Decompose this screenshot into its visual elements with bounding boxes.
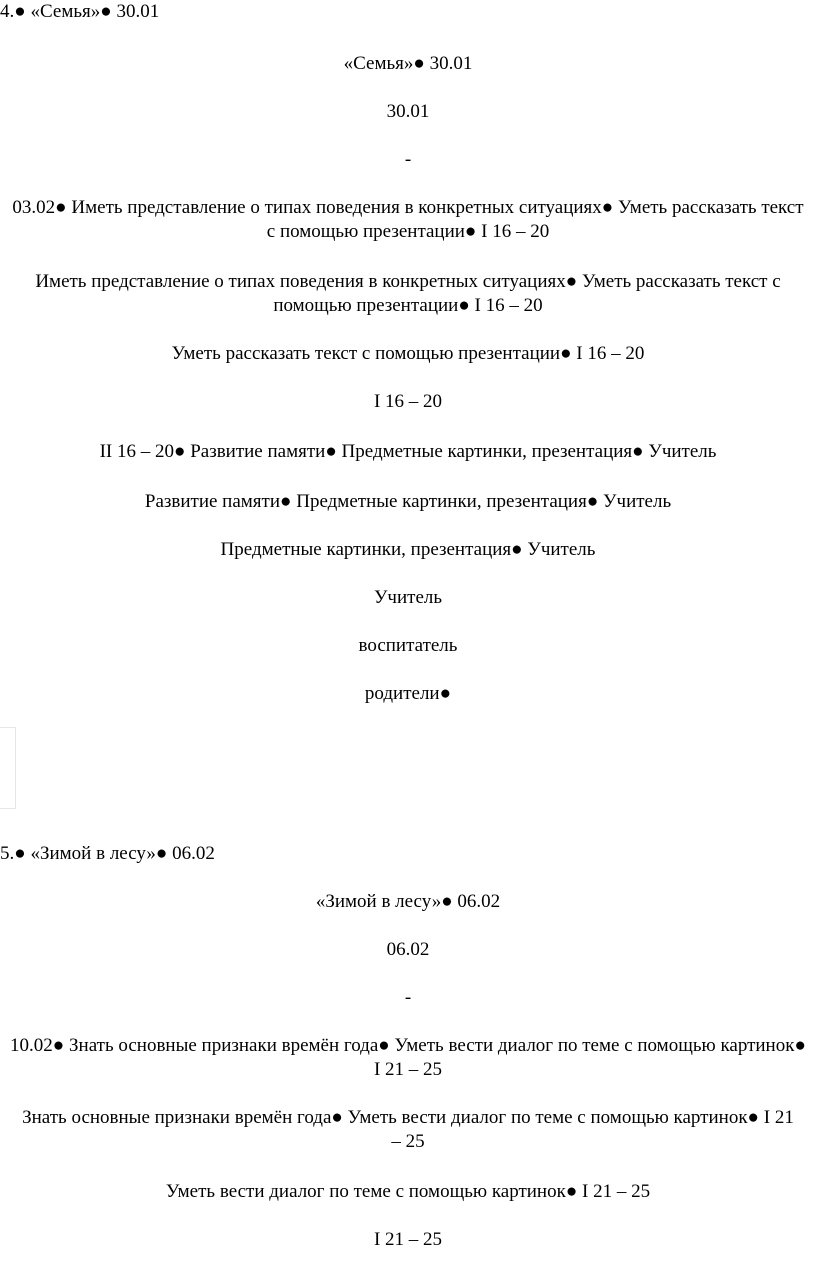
entry-4-educator: воспитатель [358, 635, 458, 656]
entry-4-title-date: «Семья»● 30.01 [343, 53, 473, 74]
entry-4-dash: - [404, 149, 412, 170]
entry-5-goals: Знать основные признаки времён года● Уметь вести диалог по теме с помощью картинок● I 21 – 25 [22, 1107, 794, 1152]
entry-4-correction-full: II 16 – 20● Развитие памяти● Предметные картинки, презентация● Учитель [99, 441, 717, 462]
entry-4-heading: 4.● «Семья»● 30.01 [0, 1, 160, 22]
entry-4-teacher: Учитель [373, 587, 443, 608]
entry-5-pages: I 21 – 25 [373, 1229, 443, 1250]
margin-frame [0, 727, 16, 809]
entry-5-goal-dialog: Уметь вести диалог по теме с помощью картинок● I 21 – 25 [165, 1181, 651, 1202]
entry-5-title-date: «Зимой в лесу»● 06.02 [315, 891, 501, 912]
entry-4-goal-retell: Уметь рассказать текст с помощью презентации● I 16 – 20 [171, 343, 645, 364]
entry-4-date: 30.01 [386, 101, 430, 122]
entry-4-pages: I 16 – 20 [373, 391, 443, 412]
entry-4-correction: Развитие памяти● Предметные картинки, презентация● Учитель [144, 491, 672, 512]
entry-5-date: 06.02 [386, 939, 430, 960]
entry-4-parents: родители● [364, 683, 452, 704]
entry-5-heading: 5.● «Зимой в лесу»● 06.02 [0, 843, 215, 864]
entry-4-goals-full: 03.02● Иметь представление о типах поведения в конкретных ситуациях● Уметь рассказать текст с помощью презентации● I 16 – 20 [12, 197, 804, 242]
entry-4-materials: Предметные картинки, презентация● Учитель [220, 539, 596, 560]
entry-4-goals: Иметь представление о типах поведения в конкретных ситуациях● Уметь рассказать текст с помощью презентации● I 16 – 20 [35, 271, 781, 316]
entry-5-dash: - [404, 987, 412, 1008]
entry-5-goals-full: 10.02● Знать основные признаки времён года● Уметь вести диалог по теме с помощью картинок● I 21 – 25 [10, 1035, 806, 1080]
